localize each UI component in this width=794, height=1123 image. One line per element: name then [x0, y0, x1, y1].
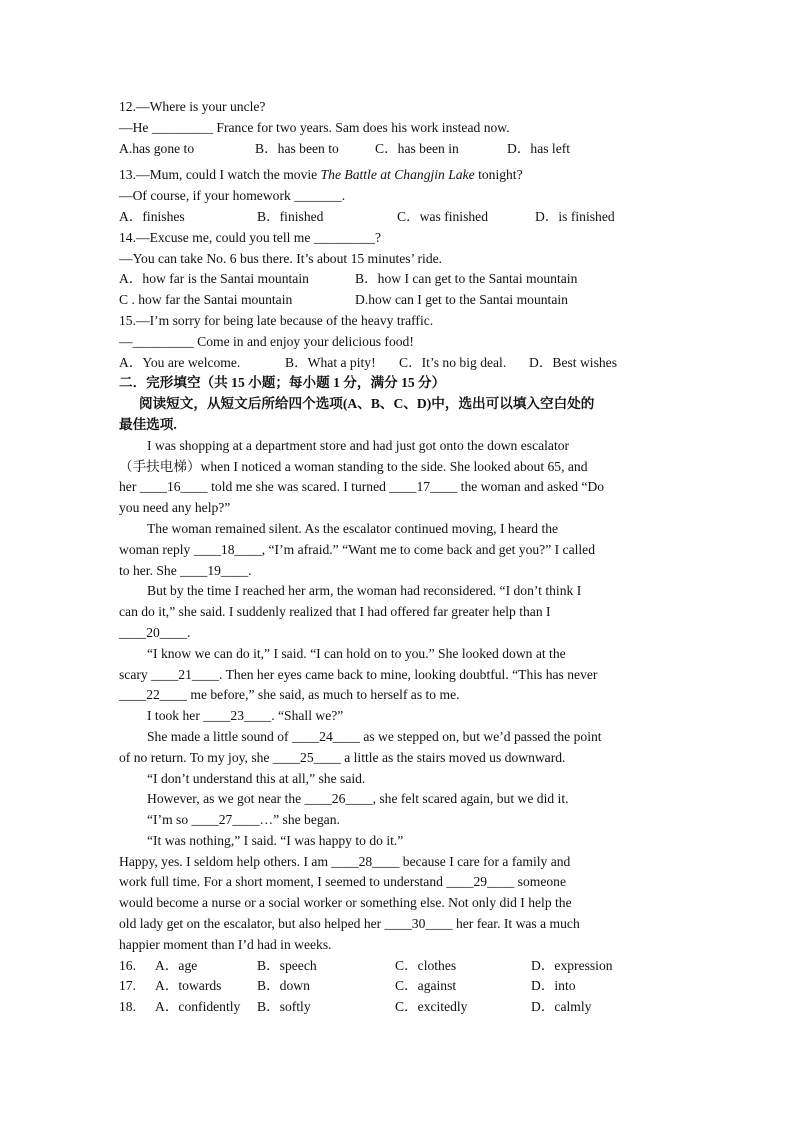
passage-line: would become a nurse or a social worker or something else. Not only did I help the [119, 895, 572, 911]
passage-line: I was shopping at a department store and had just got onto the down escalator [147, 437, 570, 453]
section-instruction-line1: 阅读短文，从短文后所给四个选项(A、B、C、D)中，选出可以填入空白处的 [139, 396, 595, 412]
q12-options [119, 139, 679, 160]
passage-line: “I don’t understand this at all,” she said. [147, 770, 366, 786]
q12-option-d: D．has left [507, 140, 571, 156]
q13-stem [119, 165, 679, 186]
passage-line: But by the time I reached her arm, the woman had reconsidered. “I don’t think I [147, 583, 582, 599]
q12-option-b: B．has been to [255, 140, 339, 156]
q13-option-d: D．is finished [535, 208, 615, 224]
answer-number: 17. [119, 978, 136, 994]
answer-option-c: C．against [395, 978, 457, 994]
answer-option-b: B．down [257, 978, 310, 994]
section-title: 二．完形填空（共 15 小题；每小题 1 分，满分 15 分） [119, 375, 446, 391]
q13-movie-title: The Battle at Changjin Lake [320, 167, 475, 183]
answer-option-c: C．clothes [395, 957, 457, 973]
answer-option-d: D．into [531, 978, 576, 994]
q15-options [119, 353, 679, 374]
answer-option-c: C．excitedly [395, 999, 468, 1015]
q14-options-row1 [119, 269, 679, 290]
passage-line: to her. She ____19____. [119, 562, 252, 578]
q13-option-b: B．finished [257, 208, 324, 224]
q14-stem: 14.—Excuse me, could you tell me _________? [119, 229, 382, 245]
q15-reply: —_________ Come in and enjoy your delicious food! [119, 333, 414, 349]
q13-option-c: C．was finished [397, 208, 488, 224]
cloze-answer-options [119, 956, 679, 1018]
answer-number: 16. [119, 957, 136, 973]
passage-line: ____22____ me before,” she said, as much to herself as to me. [119, 687, 460, 703]
q14-option-d: D.how can I get to the Santai mountain [355, 292, 568, 308]
passage-line: scary ____21____. Then her eyes came back to mine, looking doubtful. “This has never [119, 666, 598, 682]
q15-option-d: D．Best wishes [529, 354, 617, 370]
page-content [119, 97, 679, 1018]
answer-option-d: D．calmly [531, 999, 592, 1015]
q12-option-a: A.has gone to [119, 140, 195, 156]
passage-line: The woman remained silent. As the escalator continued moving, I heard the [147, 520, 559, 536]
answer-option-b: B．speech [257, 957, 317, 973]
answer-option-a: A．confidently [155, 999, 241, 1015]
passage-line: Happy, yes. I seldom help others. I am ____28____ because I care for a family and [119, 853, 571, 869]
passage-line: She made a little sound of ____24____ as we stepped on, but we’d passed the point [147, 728, 602, 744]
answer-row-18 [119, 997, 679, 1018]
answer-option-d: D．expression [531, 957, 613, 973]
answer-option-a: A．towards [155, 978, 222, 994]
q14-option-b: B．how I can get to the Santai mountain [355, 271, 578, 287]
q15-option-a: A．You are welcome. [119, 354, 241, 370]
passage-line: （手扶电梯）when I noticed a woman standing to the side. She looked about 65, and [119, 458, 588, 474]
passage-line: of no return. To my joy, she ____25____ a little as the stairs moved us downward. [119, 749, 566, 765]
passage-line: you need any help?” [119, 500, 231, 516]
q13-options [119, 207, 679, 228]
passage-line: “It was nothing,” I said. “I was happy to do it.” [147, 832, 404, 848]
q14-reply: —You can take No. 6 bus there. It’s about 15 minutes’ ride. [119, 250, 443, 266]
q14-options-row2 [119, 290, 679, 311]
answer-option-a: A．age [155, 957, 198, 973]
q13-stem-pre: 13.—Mum, could I watch the movie [119, 167, 321, 183]
answer-row-16 [119, 956, 679, 977]
answer-row-17 [119, 976, 679, 997]
passage-line: I took her ____23____. “Shall we?” [147, 708, 344, 724]
section-instruction-line2: 最佳选项. [119, 416, 177, 432]
passage-line: old lady get on the escalator, but also helped her ____30____ her fear. It was a much [119, 916, 580, 932]
q13-option-a: A．finishes [119, 208, 185, 224]
answer-number: 18. [119, 999, 136, 1015]
cloze-passage [119, 436, 679, 956]
q13-stem-post: tonight? [474, 167, 523, 183]
passage-line: “I know we can do it,” I said. “I can hold on to you.” She looked down at the [147, 645, 566, 661]
q14-option-c: C . how far the Santai mountain [119, 292, 293, 308]
passage-line: work full time. For a short moment, I seemed to understand ____29____ someone [119, 874, 567, 890]
q15-option-c: C．It’s no big deal. [399, 354, 507, 370]
q15-stem: 15.—I’m sorry for being late because of the heavy traffic. [119, 312, 434, 328]
q12-stem: 12.—Where is your uncle? [119, 99, 266, 114]
q12-reply: —He _________ France for two years. Sam does his work instead now. [119, 119, 510, 135]
q13-reply: —Of course, if your homework _______. [119, 188, 346, 204]
q15-option-b: B．What a pity! [285, 354, 376, 370]
passage-line: ____20____. [119, 624, 191, 640]
q12-option-c: C．has been in [375, 140, 459, 156]
passage-line: can do it,” she said. I suddenly realized that I had offered far greater help than I [119, 604, 551, 620]
passage-line: her ____16____ told me she was scared. I turned ____17____ the woman and asked “Do [119, 479, 605, 495]
passage-line: happier moment than I’d had in weeks. [119, 936, 332, 952]
q14-option-a: A．how far is the Santai mountain [119, 271, 309, 287]
passage-line: However, as we got near the ____26____, she felt scared again, but we did it. [147, 791, 569, 807]
passage-line: “I’m so ____27____…” she began. [147, 812, 340, 828]
answer-option-b: B．softly [257, 999, 311, 1015]
passage-line: woman reply ____18____, “I’m afraid.” “Want me to come back and get you?” I called [119, 541, 596, 557]
